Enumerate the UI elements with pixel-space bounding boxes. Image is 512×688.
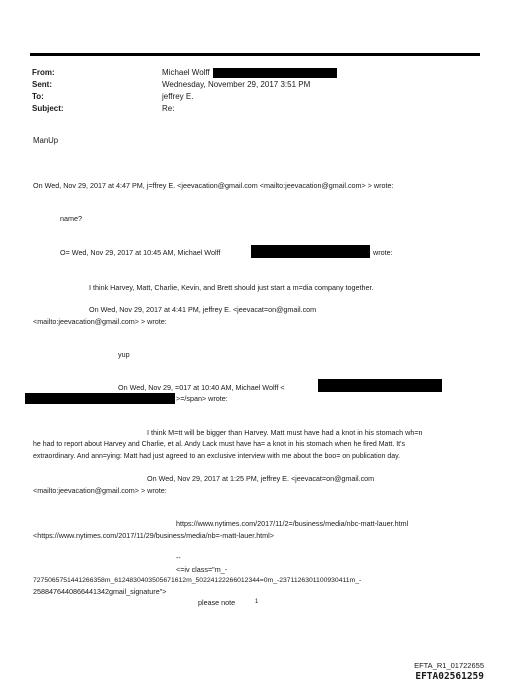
body-line: extraordinary. And ann=ying: Matt had just agreed to an exclusive interview with me about the boo= on publication day. (33, 453, 401, 460)
body-line: -- (176, 553, 181, 562)
body-line: O= Wed, Nov 29, 2017 at 10:45 AM, Michael Wolff (60, 248, 221, 257)
body-line: On Wed, Nov 29, =017 at 10:40 AM, Michael Wolff < (118, 383, 285, 392)
redaction-wolff-1 (251, 245, 370, 258)
sent-label: Sent: (32, 80, 52, 89)
body-line: name? (60, 214, 82, 223)
body-line: https://www.nytimes.com/2017/11/2=/business/media/nbc-matt-lauer.html (176, 519, 409, 528)
to-label: To: (32, 92, 44, 101)
body-line: wrote: (373, 248, 393, 257)
from-label: From: (32, 68, 55, 77)
sent-value: Wednesday, November 29, 2017 3:51 PM (162, 80, 311, 89)
body-line: On Wed, Nov 29, 2017 at 1:25 PM, jeffrey E. <jeevacat=on@gmail.com (147, 474, 375, 483)
subject-value: Re: (162, 104, 175, 113)
redaction-from (213, 68, 337, 78)
body-line: 2588476440866441342gmail_signature"> (33, 587, 167, 596)
header-rule (30, 53, 480, 56)
footer-doc-id-large: EFTA02561259 (415, 671, 484, 682)
redaction-wolff-2 (318, 379, 442, 392)
body-line: yup (118, 350, 130, 359)
body-line: >=/span> wrote: (176, 394, 228, 403)
body-line: he had to report about Harvey and Charlie, et al. Andy Lack must have ha= a knot in his stomach when he fired Matt. It's (33, 441, 405, 448)
body-line: <mailto:jeevacation@gmail.com> > wrote: (33, 486, 167, 495)
redaction-wolff-3 (25, 393, 175, 404)
body-line: <=iv class="m_- (176, 565, 228, 574)
body-line: 7275065751441266358m_6124830403505671612m_50224122266012344=0m_-2371126301100930411m_- (33, 577, 362, 584)
body-line: <https://www.nytimes.com/2017/11/29/business/media/nb=-matt-lauer.html> (33, 531, 274, 540)
to-value: jeffrey E. (162, 92, 194, 101)
body-line: I think Harvey, Matt, Charlie, Kevin, and Brett should just start a m=dia company together. (89, 283, 374, 292)
subject-label: Subject: (32, 104, 64, 113)
body-line: On Wed, Nov 29, 2017 at 4:41 PM, jeffrey E. <jeevacat=on@gmail.com (89, 305, 317, 314)
body-line: I think M=tt will be bigger than Harvey. Matt must have had a knot in his stomach wh=n (147, 428, 423, 437)
body-line: ManUp (33, 136, 59, 145)
body-line: <mailto:jeevacation@gmail.com> > wrote: (33, 317, 167, 326)
body-line: On Wed, Nov 29, 2017 at 4:47 PM, j=ffrey E. <jeevacation@gmail.com <mailto:jeevacation@gmail.com> > wrote: (33, 181, 394, 190)
body-line: please note (198, 598, 236, 607)
footer-doc-id-small: EFTA_R1_01722655 (414, 661, 484, 670)
from-value: Michael Wolff (162, 68, 210, 77)
page-number: 1 (255, 599, 259, 605)
